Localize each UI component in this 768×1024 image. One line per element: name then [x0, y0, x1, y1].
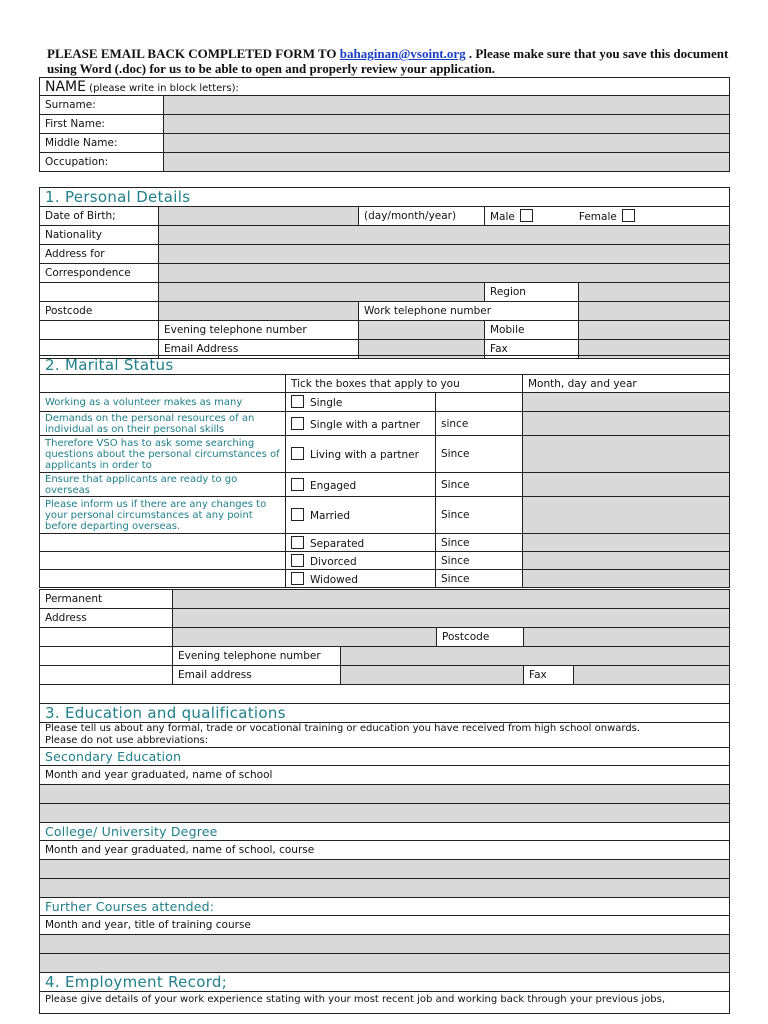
postcode-input[interactable] — [159, 302, 359, 321]
separated-label: Separated — [310, 537, 365, 550]
intro-instructions — [47, 46, 737, 76]
college-heading: College/ University Degree — [40, 823, 730, 841]
further-heading: Further Courses attended: — [40, 898, 730, 916]
permanent-evening-label: Evening telephone number — [173, 647, 341, 666]
surname-input[interactable] — [164, 96, 730, 115]
further-input-1[interactable] — [40, 935, 730, 954]
address-line-1[interactable] — [159, 245, 730, 264]
engaged-checkbox[interactable] — [291, 478, 304, 491]
marital-blank — [40, 375, 286, 393]
name-heading: NAME — [45, 78, 86, 95]
name-table — [39, 77, 730, 172]
divorced-label: Divorced — [310, 555, 357, 568]
middle-name-input[interactable] — [164, 134, 730, 153]
widowed-label: Widowed — [310, 573, 358, 586]
living-partner-date-input[interactable] — [523, 436, 730, 473]
single-checkbox[interactable] — [291, 395, 304, 408]
single-cell — [286, 393, 436, 412]
single-partner-date-input[interactable] — [523, 412, 730, 436]
education-line-1: Please tell us about any formal, trade or vocational training or education you have received from high school onwards. — [45, 723, 641, 734]
dob-format: (day/month/year) — [359, 207, 485, 226]
evening-phone-input[interactable] — [359, 321, 485, 340]
permanent-address-line-1[interactable] — [173, 590, 730, 609]
permanent-address-table — [39, 589, 730, 704]
personal-details-heading: 1. Personal Details — [40, 188, 730, 207]
permanent-fax-input[interactable] — [574, 666, 730, 685]
region-label: Region — [485, 283, 579, 302]
education-table — [39, 703, 730, 1014]
name-note: (please write in block letters): — [85, 82, 239, 94]
divorced-checkbox[interactable] — [291, 554, 304, 567]
region-input[interactable] — [579, 283, 730, 302]
name-heading-row — [40, 78, 730, 96]
first-name-label: First Name: — [40, 115, 164, 134]
permanent-label: Permanent — [40, 590, 173, 609]
marital-note-5: Please inform us if there are any changes to your personal circumstances at any point before departing overseas. — [40, 497, 286, 534]
secondary-input-1[interactable] — [40, 785, 730, 804]
college-input-1[interactable] — [40, 860, 730, 879]
male-checkbox[interactable] — [520, 209, 533, 222]
education-intro — [40, 723, 730, 748]
single-partner-checkbox[interactable] — [291, 417, 304, 430]
engaged-cell — [286, 473, 436, 497]
marital-note-2: Demands on the personal resources of an individual as on their personal skills — [40, 412, 286, 436]
occupation-input[interactable] — [164, 153, 730, 172]
permanent-evening-input[interactable] — [341, 647, 730, 666]
email-link[interactable]: bahaginan@vsoint.org — [339, 46, 466, 61]
education-line-2: Please do not use abbreviations: — [45, 735, 209, 746]
single-label: Single — [310, 397, 343, 409]
address-blank — [40, 283, 159, 302]
single-partner-label: Single with a partner — [310, 418, 420, 431]
further-input-2[interactable] — [40, 954, 730, 973]
first-name-input[interactable] — [164, 115, 730, 134]
further-prompt: Month and year, title of training course — [40, 916, 730, 935]
nationality-input[interactable] — [159, 226, 730, 245]
nationality-label: Nationality — [40, 226, 159, 245]
divorced-date-input[interactable] — [523, 552, 730, 570]
fax-label: Fax — [485, 340, 579, 359]
gender-cell — [485, 207, 730, 226]
separated-checkbox[interactable] — [291, 536, 304, 549]
permanent-address-line-3[interactable] — [173, 628, 437, 647]
living-partner-label: Living with a partner — [310, 449, 419, 461]
mobile-label: Mobile — [485, 321, 579, 340]
permanent-evening-blank — [40, 647, 173, 666]
marital-note-3: Therefore VSO has to ask some searching questions about the personal circumstances of applicants in order to — [40, 436, 286, 473]
mobile-input[interactable] — [579, 321, 730, 340]
intro-suffix: . Please make sure that you save this document using Word (.doc) for us to be able to open and properly review your application. — [47, 46, 729, 76]
separated-cell — [286, 534, 436, 552]
permanent-postcode-input[interactable] — [524, 628, 730, 647]
evening-blank — [40, 321, 159, 340]
married-date-input[interactable] — [523, 497, 730, 534]
intro-prefix: PLEASE EMAIL BACK COMPLETED FORM TO — [47, 46, 340, 61]
correspondence-label: Correspondence — [40, 264, 159, 283]
widowed-checkbox[interactable] — [291, 572, 304, 585]
permanent-fax-label: Fax — [524, 666, 574, 685]
college-prompt: Month and year graduated, name of school, course — [40, 841, 730, 860]
married-label: Married — [310, 510, 350, 522]
permanent-postcode-label: Postcode — [437, 628, 524, 647]
single-partner-cell — [286, 412, 436, 436]
employment-intro: Please give details of your work experience stating with your most recent job and working back through your previous jobs, — [40, 992, 730, 1014]
married-checkbox[interactable] — [291, 508, 304, 521]
employment-heading: 4. Employment Record; — [40, 973, 730, 992]
date-header: Month, day and year — [523, 375, 730, 393]
living-partner-checkbox[interactable] — [291, 447, 304, 460]
single-since-blank — [436, 393, 523, 412]
occupation-label: Occupation: — [40, 153, 164, 172]
male-label: Male — [490, 211, 515, 223]
divorced-cell — [286, 552, 436, 570]
widowed-date-input[interactable] — [523, 570, 730, 588]
marital-note-1: Working as a volunteer makes as many — [40, 393, 286, 412]
work-phone-input[interactable] — [579, 302, 730, 321]
female-label: Female — [578, 211, 617, 223]
middle-name-label: Middle Name: — [40, 134, 164, 153]
address-line-3[interactable] — [159, 283, 485, 302]
evening-phone-label: Evening telephone number — [159, 321, 359, 340]
work-phone-label: Work telephone number — [359, 302, 579, 321]
secondary-heading: Secondary Education — [40, 748, 730, 766]
email-label: Email Address — [159, 340, 359, 359]
dob-label: Date of Birth; — [40, 207, 159, 226]
separated-since: Since — [436, 534, 523, 552]
married-cell — [286, 497, 436, 534]
living-partner-since: Since — [436, 436, 523, 473]
permanent-spacer-row — [40, 685, 730, 704]
college-input-2[interactable] — [40, 879, 730, 898]
marital-note-4: Ensure that applicants are ready to go overseas — [40, 473, 286, 497]
address-for-label: Address for — [40, 245, 159, 264]
postcode-label: Postcode — [40, 302, 159, 321]
secondary-prompt: Month and year graduated, name of school — [40, 766, 730, 785]
personal-details-table — [39, 187, 730, 359]
marital-status-heading: 2. Marital Status — [40, 356, 730, 375]
widowed-blank — [40, 570, 286, 588]
tick-header: Tick the boxes that apply to you — [286, 375, 523, 393]
single-partner-since: since — [436, 412, 523, 436]
permanent-blank — [40, 628, 173, 647]
single-date-input[interactable] — [523, 393, 730, 412]
married-since: Since — [436, 497, 523, 534]
divorced-blank — [40, 552, 286, 570]
female-checkbox[interactable] — [622, 209, 635, 222]
separated-blank — [40, 534, 286, 552]
permanent-email-input[interactable] — [341, 666, 524, 685]
living-partner-cell — [286, 436, 436, 473]
address-line-2[interactable] — [159, 264, 730, 283]
widowed-since: Since — [436, 570, 523, 588]
engaged-date-input[interactable] — [523, 473, 730, 497]
marital-status-table — [39, 355, 730, 588]
separated-date-input[interactable] — [523, 534, 730, 552]
permanent-email-label: Email address — [173, 666, 341, 685]
surname-label: Surname: — [40, 96, 164, 115]
education-heading: 3. Education and qualifications — [40, 704, 730, 723]
widowed-cell — [286, 570, 436, 588]
permanent-email-blank — [40, 666, 173, 685]
engaged-label: Engaged — [310, 479, 357, 492]
secondary-input-2[interactable] — [40, 804, 730, 823]
dob-input[interactable] — [159, 207, 359, 226]
divorced-since: Since — [436, 552, 523, 570]
engaged-since: Since — [436, 473, 523, 497]
permanent-address-line-2[interactable] — [173, 609, 730, 628]
address-label: Address — [40, 609, 173, 628]
